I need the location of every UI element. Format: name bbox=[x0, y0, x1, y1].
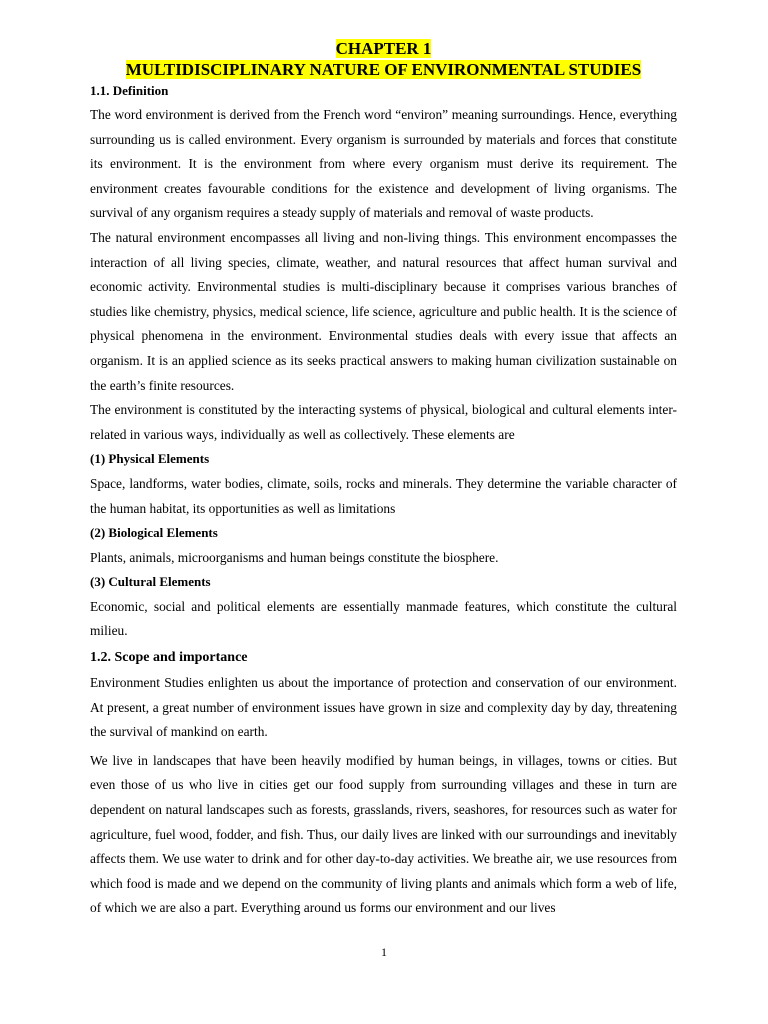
definition-paragraph-1: The word environment is derived from the French word “environ” meaning surroundings. Hence, everything surrounding us is called environment. Every organism is surrounded by materials and forces that constitute its environment. It is the environment from where every organism must derive its requirement. The environment creates favourable conditions for the existence and development of living organisms. The survival of any organism requires a steady supply of materials and removal of waste products. bbox=[90, 107, 677, 221]
definition-paragraph-3: The environment is constituted by the interacting systems of physical, biological and cultural elements inter-related in various ways, individually as well as collectively. These elements are bbox=[90, 402, 677, 442]
document-page bbox=[90, 38, 677, 921]
cultural-elements-text: Economic, social and political elements are essentially manmade features, which constitute the cultural milieu. bbox=[90, 598, 677, 639]
physical-elements-heading: (1) Physical Elements bbox=[90, 451, 210, 467]
biological-elements-text: Plants, animals, microorganisms and human beings constitute the biosphere. bbox=[90, 549, 499, 565]
cultural-elements-heading: (3) Cultural Elements bbox=[90, 574, 211, 590]
physical-elements-text: Space, landforms, water bodies, climate, soils, rocks and minerals. They determine the variable character of the human habitat, its opportunities as well as limitations bbox=[90, 475, 677, 516]
definition-paragraph-2: The natural environment encompasses all living and non-living things. This environment encompasses the interaction of all living species, climate, weather, and natural resources that affect human survival and economic activity. Environmental studies is multi-disciplinary because it comprises various branches of studies like chemistry, physics, medical science, life science, agriculture and public health. It is the science of physical phenomena in the environment. Environmental studies deals with every issue that affects an organism. It is an applied science as its seeks practical answers to making human civilization sustainable on the earth’s finite resources. bbox=[90, 229, 677, 393]
chapter-label bbox=[90, 38, 677, 59]
scope-heading: 1.2. Scope and importance bbox=[90, 650, 248, 666]
biological-elements-heading: (2) Biological Elements bbox=[90, 525, 218, 541]
chapter-title bbox=[90, 59, 677, 80]
scope-paragraph-2: We live in landscapes that have been heavily modified by human beings, in villages, towns or cities. But even those of us who live in cities get our food supply from surrounding villages and these in turn are dependent on natural landscapes such as forests, grasslands, rivers, seashores, for resources such as water for agriculture, fuel wood, fodder, and fish. Thus, our daily lives are linked with our surroundings and inevitably affects them. We use water to drink and for other day-to-day activities. We breathe air, we use resources from which food is made and we depend on the community of living plants and animals which form a web of life, of which we are also a part. Everything around us forms our environment and our lives bbox=[90, 752, 677, 916]
chapter-label-text: CHAPTER 1 bbox=[335, 39, 432, 58]
definition-heading: 1.1. Definition bbox=[90, 83, 169, 98]
page-number: 1 bbox=[381, 945, 387, 959]
chapter-title-text: MULTIDISCIPLINARY NATURE OF ENVIRONMENTAL STUDIES bbox=[125, 60, 642, 79]
scope-paragraph-1: Environment Studies enlighten us about the importance of protection and conservation of our environment. At present, a great number of environment issues have grown in size and complexity day by day, threatening the survival of mankind on earth. bbox=[90, 675, 677, 740]
